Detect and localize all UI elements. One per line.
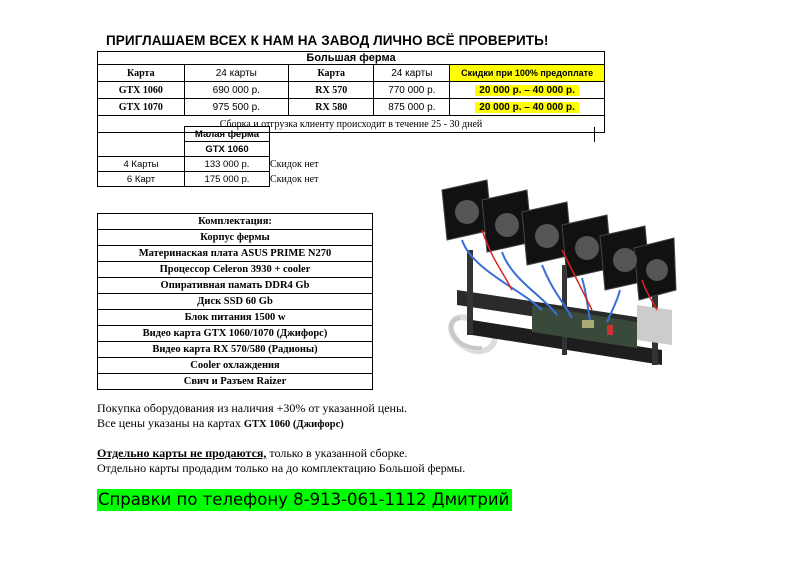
blank-cell: [98, 127, 185, 142]
blank-cell: [270, 127, 595, 142]
blank-cell: [270, 142, 595, 157]
kit-item: Материнаская плата ASUS PRIME N270: [98, 246, 373, 262]
row-discount: 20 000 р. – 40 000 р.: [475, 102, 579, 113]
small-row-price: 133 000 р.: [185, 157, 270, 172]
info-line-2-bold: GTX 1060 (Джифорс): [243, 419, 344, 430]
row-price: 690 000 р.: [184, 82, 288, 99]
mining-rig-image: [412, 170, 677, 380]
table-row: [98, 82, 605, 99]
kit-item: Процессор Celeron 3930 + cooler: [98, 262, 373, 278]
info-line-4: Отдельно карты продадим только на до комплектацию Большой фермы.: [97, 461, 466, 475]
row-discount-cell: [450, 99, 605, 116]
row-price: 975 500 р.: [184, 99, 288, 116]
kit-table: [97, 213, 373, 390]
small-farm-card: GTX 1060: [185, 142, 270, 157]
header-discount: Скидки при 100% предоплате: [450, 65, 605, 82]
kit-item: Видео карта RX 570/580 (Радионы): [98, 342, 373, 358]
row-price-2: 875 000 р.: [374, 99, 450, 116]
kit-item: Свич и Разъем Raizer: [98, 374, 373, 390]
header-card-2: Карта: [289, 65, 374, 82]
row-price-2: 770 000 р.: [374, 82, 450, 99]
row-card: GTX 1070: [98, 99, 185, 116]
kit-item: Cooler охлаждения: [98, 358, 373, 374]
small-row-price: 175 000 р.: [185, 172, 270, 187]
row-discount-cell: [450, 82, 605, 99]
kit-title: Комплектация:: [98, 214, 373, 230]
kit-item: Видео карта GTX 1060/1070 (Джифорс): [98, 326, 373, 342]
big-farm-title: Большая ферма: [98, 52, 605, 65]
header-count: 24 карты: [184, 65, 288, 82]
page-headline: ПРИГЛАШАЕМ ВСЕХ К НАМ НА ЗАВОД ЛИЧНО ВСЁ ПРОВЕРИТЬ!: [106, 33, 549, 48]
small-farm-title: Малая ферма: [185, 127, 270, 142]
small-row-discount: Скидок нет: [270, 158, 319, 170]
small-row-count: 6 Карт: [98, 172, 185, 187]
table-row: [98, 99, 605, 116]
row-card-2: RX 570: [289, 82, 374, 99]
small-row-count: 4 Карты: [98, 157, 185, 172]
kit-item: Блок питания 1500 w: [98, 310, 373, 326]
contact-phone-banner: Справки по телефону 8-913-061-1112 Дмитрий: [97, 489, 512, 511]
info-line-3: [97, 446, 407, 461]
info-line-2-prefix: Все цены указаны на картах: [97, 416, 244, 430]
small-row-discount: Скидок нет: [270, 173, 319, 185]
big-farm-header-row: [98, 65, 605, 82]
kit-item: Корпус фермы: [98, 230, 373, 246]
header-count-2: 24 карты: [374, 65, 450, 82]
header-card: Карта: [98, 65, 185, 82]
big-farm-table: [97, 51, 605, 133]
info-line-1: Покупка оборудования из наличия +30% от указанной цены.: [97, 401, 408, 415]
info-line-2: [97, 416, 344, 431]
row-discount: 20 000 р. – 40 000 р.: [475, 85, 579, 96]
blank-cell: [98, 142, 185, 157]
kit-item: Опиративная памать DDR4 Gb: [98, 278, 373, 294]
big-farm-note: Сборка и отгрузка клиенту происходит в течение 25 - 30 дней: [98, 116, 605, 133]
row-card: GTX 1060: [98, 82, 185, 99]
info-line-3-bold: Отдельно карты не продаются,: [97, 446, 267, 460]
kit-item: Диск SSD 60 Gb: [98, 294, 373, 310]
info-line-3-rest: только в указанной сборке.: [266, 446, 408, 460]
row-card-2: RX 580: [289, 99, 374, 116]
